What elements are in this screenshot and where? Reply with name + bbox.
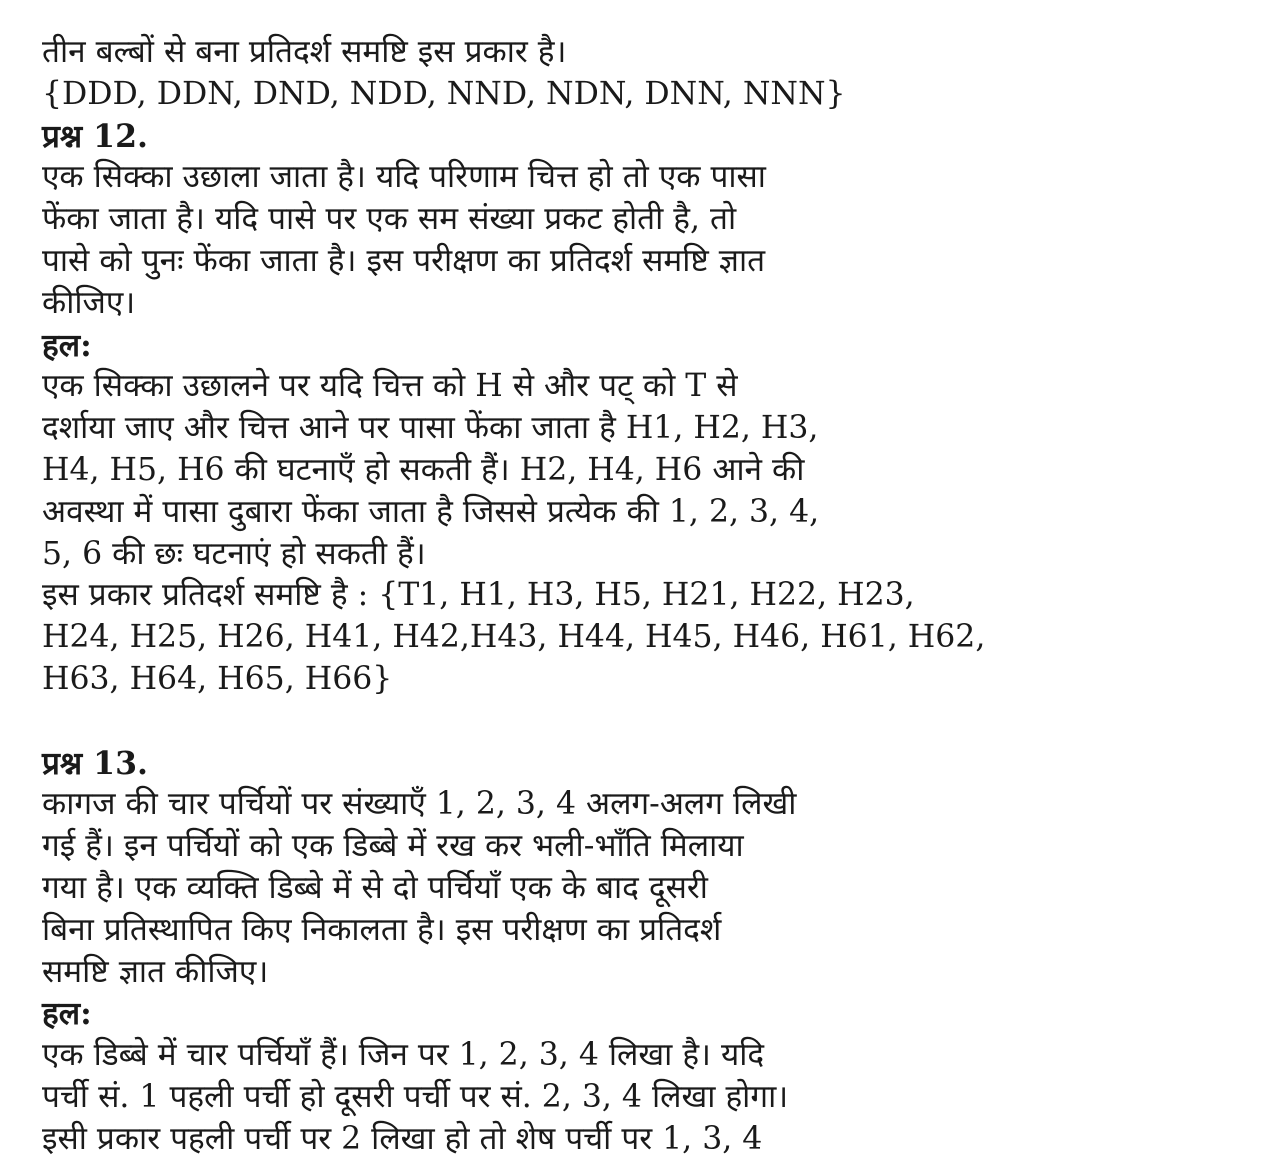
question-13-text-line: बिना प्रतिस्थापित किए निकालता है। इस परीक्षण का प्रतिदर्श — [42, 911, 722, 948]
question-12-solution-line: H63, H64, H65, H66} — [42, 660, 393, 697]
question-12-text-line: फेंका जाता है। यदि पासे पर एक सम संख्या प्रकट होती है, तो — [42, 201, 737, 238]
question-12-solution-line: अवस्था में पासा दुबारा फेंका जाता है जिससे प्रत्येक की 1, 2, 3, 4, — [42, 493, 820, 530]
question-13-solution-line: इसी प्रकार पहली पर्ची पर 2 लिखा हो तो शेष पर्ची पर 1, 3, 4 — [42, 1120, 763, 1157]
question-13-text-line: समष्टि ज्ञात कीजिए। — [42, 953, 269, 990]
question-12-text-line: कीजिए। — [42, 284, 136, 321]
question-13-solution-line: पर्ची सं. 1 पहली पर्ची हो दूसरी पर्ची पर सं. 2, 3, 4 लिखा होगा। — [42, 1078, 789, 1115]
question-12-text-line: पासे को पुनः फेंका जाता है। इस परीक्षण का प्रतिदर्श समष्टि ज्ञात — [42, 242, 766, 279]
question-13-text-line: गया है। एक व्यक्ति डिब्बे में से दो पर्चियाँ एक के बाद दूसरी — [42, 869, 708, 906]
question-12-text-line: एक सिक्का उछाला जाता है। यदि परिणाम चित्त हो तो एक पासा — [42, 159, 766, 196]
question-12-solution-line: इस प्रकार प्रतिदर्श समष्टि है : {T1, H1, H3, H5, H21, H22, H23, — [42, 577, 915, 614]
question-12-solution-line: 5, 6 की छः घटनाएं हो सकती हैं। — [42, 535, 426, 572]
question-13-text-line: कागज की चार पर्चियों पर संख्याएँ 1, 2, 3, 4 अलग-अलग लिखी — [42, 786, 797, 823]
section-spacer — [42, 701, 882, 743]
question-13-text-line: गई हैं। इन पर्चियों को एक डिब्बे में रख कर भली-भाँति मिलाया — [42, 828, 744, 865]
question-12-solution-line: H4, H5, H6 की घटनाएँ हो सकती हैं। H2, H4, H6 आने की — [42, 451, 805, 488]
question-12-solution-label: हल: — [42, 326, 92, 364]
question-13-solution-line: एक डिब्बे में चार पर्चियाँ हैं। जिन पर 1, 2, 3, 4 लिखा है। यदि — [42, 1037, 765, 1074]
question-12-heading: प्रश्न 12. — [42, 117, 148, 155]
question-13-heading: प्रश्न 13. — [42, 744, 148, 782]
sample-space-set: {DDD, DDN, DND, NDD, NND, NDN, DNN, NNN} — [42, 75, 846, 112]
sample-space-intro: तीन बल्बों से बना प्रतिदर्श समष्टि इस प्रकार है। — [42, 34, 567, 70]
question-12-solution-line: H24, H25, H26, H41, H42,H43, H44, H45, H46, H61, H62, — [42, 619, 986, 656]
question-12-solution-line: एक सिक्का उछालने पर यदि चित्त को H से और पट् को T से — [42, 368, 738, 405]
question-13-solution-label: हल: — [42, 995, 92, 1033]
document-page — [42, 32, 986, 1161]
question-12-solution-line: दर्शाया जाए और चित्त आने पर पासा फेंका जाता है H1, H2, H3, — [42, 410, 819, 447]
